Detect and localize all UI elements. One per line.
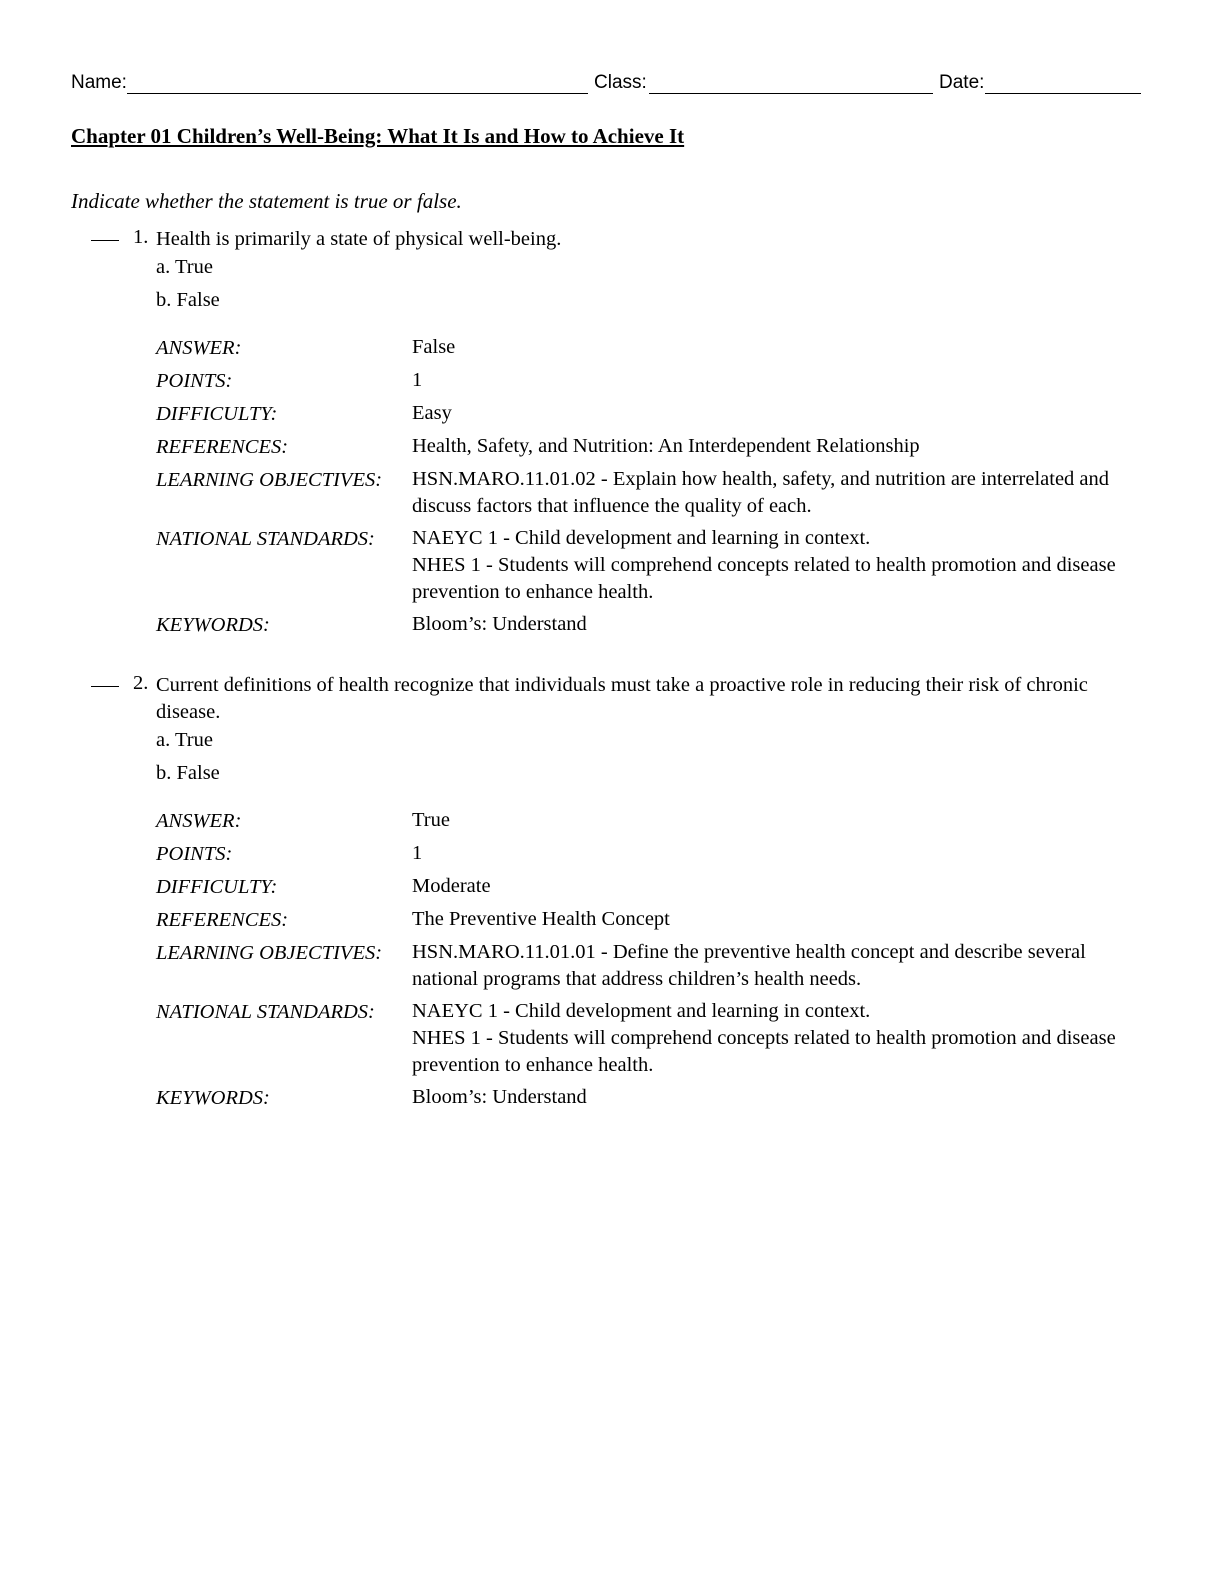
points-label: POINTS: (156, 843, 233, 865)
question-number: 1. (133, 226, 149, 248)
learning-objectives-value: HSN.MARO.11.01.02 - Explain how health, safety, and nutrition are interrelated and discuss factors that influence the quality of each. (412, 468, 1110, 517)
student-info-header (71, 70, 1141, 98)
references-value: The Preventive Health Concept (412, 908, 670, 930)
difficulty-label: DIFFICULTY: (156, 403, 278, 425)
question-text: Health is primarily a state of physical well-being. (156, 228, 562, 250)
name-field[interactable] (127, 93, 588, 94)
class-label: Class: (594, 72, 647, 93)
answer-label: ANSWER: (156, 337, 242, 359)
national-standards-label: NATIONAL STANDARDS: (156, 1001, 375, 1023)
difficulty-label: DIFFICULTY: (156, 876, 278, 898)
points-label: POINTS: (156, 370, 233, 392)
chapter-title: Chapter 01 Children’s Well-Being: What It Is and How to Achieve It (71, 124, 685, 148)
references-label: REFERENCES: (156, 909, 289, 931)
option-a[interactable]: a. True (156, 256, 213, 278)
difficulty-value: Moderate (412, 875, 491, 897)
national-standards-value-1: NAEYC 1 - Child development and learning in context. (412, 527, 871, 549)
learning-objectives-label: LEARNING OBJECTIVES: (156, 469, 383, 491)
class-field[interactable] (649, 93, 933, 94)
date-label: Date: (939, 72, 985, 93)
points-value: 1 (412, 842, 423, 864)
answer-blank[interactable] (91, 240, 119, 241)
option-a[interactable]: a. True (156, 729, 213, 751)
question-number: 2. (133, 672, 149, 694)
difficulty-value: Easy (412, 402, 452, 424)
option-b[interactable]: b. False (156, 289, 220, 311)
instructions: Indicate whether the statement is true or false. (71, 189, 462, 213)
answer-blank[interactable] (91, 686, 119, 687)
option-b[interactable]: b. False (156, 762, 220, 784)
keywords-label: KEYWORDS: (156, 1087, 270, 1109)
date-field[interactable] (985, 93, 1141, 94)
references-label: REFERENCES: (156, 436, 289, 458)
answer-value: True (412, 809, 450, 831)
question-text: Current definitions of health recognize that individuals must take a proactive role in reducing their risk of chronic disease. (156, 674, 1088, 723)
learning-objectives-value: HSN.MARO.11.01.01 - Define the preventive health concept and describe several national programs that address children’s health needs. (412, 941, 1086, 990)
learning-objectives-label: LEARNING OBJECTIVES: (156, 942, 383, 964)
keywords-label: KEYWORDS: (156, 614, 270, 636)
national-standards-label: NATIONAL STANDARDS: (156, 528, 375, 550)
keywords-value: Bloom’s: Understand (412, 1086, 587, 1108)
answer-value: False (412, 336, 456, 358)
keywords-value: Bloom’s: Understand (412, 613, 587, 635)
points-value: 1 (412, 369, 423, 391)
name-label: Name: (71, 72, 127, 93)
references-value: Health, Safety, and Nutrition: An Interdependent Relationship (412, 435, 920, 457)
national-standards-value-2: NHES 1 - Students will comprehend concepts related to health promotion and disease prevention to enhance health. (412, 554, 1116, 603)
answer-label: ANSWER: (156, 810, 242, 832)
national-standards-value-2: NHES 1 - Students will comprehend concepts related to health promotion and disease prevention to enhance health. (412, 1027, 1116, 1076)
national-standards-value-1: NAEYC 1 - Child development and learning in context. (412, 1000, 871, 1022)
